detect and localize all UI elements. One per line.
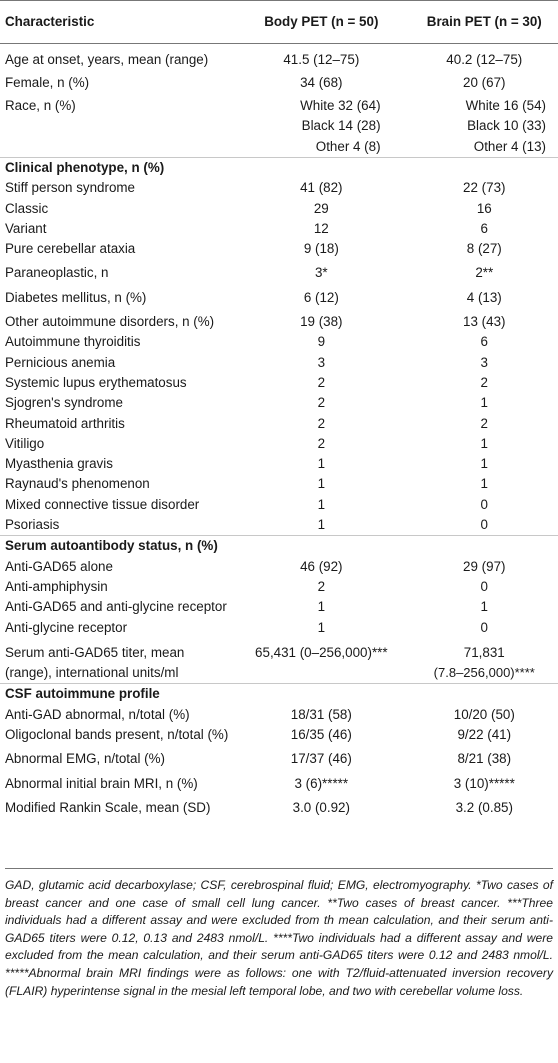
row-label: Autoimmune thyroiditis bbox=[5, 334, 141, 350]
body-pet-value: 65,431 (0–256,000)*** bbox=[255, 644, 388, 660]
table-row bbox=[0, 495, 558, 515]
body-pet-value: 3* bbox=[314, 265, 328, 281]
row-label: Vitiligo bbox=[5, 435, 45, 451]
body-pet-value: 12 bbox=[313, 220, 329, 236]
brain-pet-value: 6 bbox=[480, 334, 488, 350]
body-pet-value: 46 (92) bbox=[300, 558, 343, 574]
brain-pet-value: Black 10 (33) bbox=[467, 118, 546, 134]
table-row bbox=[0, 199, 558, 219]
table-row bbox=[0, 577, 558, 597]
row-label: Modified Rankin Scale, mean (SD) bbox=[5, 799, 211, 815]
body-pet-value: 1 bbox=[317, 599, 326, 615]
body-pet-value: 2 bbox=[317, 395, 326, 411]
table-header-row bbox=[0, 1, 558, 44]
brain-pet-value: 0 bbox=[480, 517, 488, 533]
row-label: Age at onset, years, mean (range) bbox=[5, 51, 209, 67]
row-label: Anti-GAD abnormal, n/total (%) bbox=[5, 706, 190, 722]
table-row bbox=[0, 663, 558, 684]
brain-pet-value: 0 bbox=[480, 619, 488, 635]
table-row bbox=[0, 137, 558, 158]
section-heading: Clinical phenotype, n (%) bbox=[0, 157, 558, 178]
row-label: Rheumatoid arthritis bbox=[5, 415, 125, 431]
row-label: Systemic lupus erythematosus bbox=[5, 374, 187, 390]
row-label: Pernicious anemia bbox=[5, 354, 116, 370]
brain-pet-value: 1 bbox=[480, 476, 488, 492]
brain-pet-value: 2 bbox=[480, 415, 488, 431]
brain-pet-value: 2 bbox=[480, 374, 488, 390]
table-row bbox=[0, 373, 558, 393]
brain-pet-value: 40.2 (12–75) bbox=[446, 51, 523, 67]
row-label: Myasthenia gravis bbox=[5, 456, 113, 472]
row-label: Variant bbox=[5, 220, 47, 236]
body-pet-value: Other 4 (8) bbox=[315, 138, 381, 154]
body-pet-value: 18/31 (58) bbox=[290, 706, 352, 722]
brain-pet-value: 1 bbox=[480, 599, 488, 615]
row-label: Diabetes mellitus, n (%) bbox=[5, 289, 147, 305]
body-pet-value: White 32 (64) bbox=[300, 98, 381, 114]
body-pet-value: 1 bbox=[317, 476, 326, 492]
brain-pet-value: 0 bbox=[480, 578, 488, 594]
table-row bbox=[0, 178, 558, 198]
row-label: Raynaud's phenomenon bbox=[5, 476, 150, 492]
body-pet-value: 34 (68) bbox=[300, 74, 343, 90]
table-footnote: GAD, glutamic acid decarboxylase; CSF, cerebrospinal fluid; EMG, electromyography. *Two cases of breast cancer and one case of small cell lung cancer. **Two cases of breast cancer. ***Three individuals had a different assay and were excluded from th mean calculation, and their serum anti-GAD65 titers were 0.12, 0.13 and 2483 nmol/L. ****Two individuals had a different assay and were excluded from the mean calculation, and their serum anti-GAD65 titers were 0.12 and 2483 nmol/L. *****Abnormal brain MRI findings were as follows: one with T2/fluid-attenuated inversion recovery (FLAIR) hyperintense signal in the mesial left temporal lobe, and two with cerebellar volume loss. bbox=[5, 868, 553, 1000]
brain-pet-value: 20 (67) bbox=[463, 74, 506, 90]
body-pet-value: 1 bbox=[317, 496, 326, 512]
brain-pet-value: 8 (27) bbox=[466, 241, 502, 257]
brain-pet-value: 1 bbox=[480, 456, 488, 472]
body-pet-value: 6 (12) bbox=[303, 289, 339, 305]
row-label: Pure cerebellar ataxia bbox=[5, 241, 136, 257]
row-label: Abnormal initial brain MRI, n (%) bbox=[5, 775, 198, 791]
row-label: Female, n (%) bbox=[5, 74, 90, 90]
table-row bbox=[0, 219, 558, 239]
table-row bbox=[0, 73, 558, 93]
row-label: Anti-GAD65 and anti-glycine receptor bbox=[5, 599, 227, 615]
row-label: Paraneoplastic, n bbox=[5, 265, 109, 281]
table-row bbox=[0, 414, 558, 434]
body-pet-value: 9 bbox=[317, 334, 326, 350]
row-label: Anti-amphiphysin bbox=[5, 578, 108, 594]
body-pet-value: 41 (82) bbox=[300, 180, 343, 196]
table-row bbox=[0, 557, 558, 577]
row-label: Psoriasis bbox=[5, 517, 60, 533]
table-row bbox=[0, 434, 558, 454]
table-row bbox=[0, 312, 558, 332]
table-row bbox=[0, 774, 558, 794]
body-pet-value: 19 (38) bbox=[300, 314, 343, 330]
table-row bbox=[0, 454, 558, 474]
section-heading-row bbox=[0, 157, 558, 178]
section-heading-row bbox=[0, 684, 558, 705]
row-label: Other autoimmune disorders, n (%) bbox=[5, 314, 215, 330]
table-row bbox=[0, 50, 558, 70]
row-label: Oligoclonal bands present, n/total (%) bbox=[5, 727, 229, 742]
brain-pet-value: 0 bbox=[480, 496, 488, 512]
brain-pet-value: 1 bbox=[480, 395, 488, 411]
row-label: Race, n (%) bbox=[5, 98, 76, 114]
row-label: Stiff person syndrome bbox=[5, 180, 136, 196]
row-label: Anti-GAD65 alone bbox=[5, 558, 113, 574]
row-label: Mixed connective tissue disorder bbox=[5, 496, 200, 512]
table-row bbox=[0, 474, 558, 494]
table-row bbox=[0, 288, 558, 308]
brain-pet-value: 13 (43) bbox=[463, 314, 506, 330]
table-row bbox=[0, 239, 558, 259]
table-row bbox=[0, 515, 558, 536]
body-pet-value: 17/37 (46) bbox=[290, 751, 352, 767]
body-pet-value: Black 14 (28) bbox=[301, 118, 381, 134]
brain-pet-value: 6 bbox=[480, 220, 488, 236]
body-pet-value: 1 bbox=[317, 517, 326, 533]
brain-pet-value: 3 bbox=[480, 354, 488, 370]
header-brain-pet: Brain PET (n = 30) bbox=[411, 1, 558, 44]
row-label: Abnormal EMG, n/total (%) bbox=[5, 751, 165, 767]
table-row bbox=[0, 353, 558, 373]
table-row bbox=[0, 749, 558, 769]
brain-pet-value: 2** bbox=[475, 265, 494, 281]
body-pet-value: 2 bbox=[317, 415, 326, 431]
brain-pet-value: 16 bbox=[476, 200, 492, 216]
brain-pet-value: 71,831 bbox=[463, 644, 505, 660]
table-row bbox=[0, 618, 558, 638]
row-label: (range), international units/ml bbox=[5, 665, 179, 681]
header-characteristic: Characteristic bbox=[0, 1, 232, 44]
table-row bbox=[0, 597, 558, 617]
brain-pet-value: 9/22 (41) bbox=[457, 727, 512, 742]
brain-pet-value: 22 (73) bbox=[463, 180, 506, 196]
body-pet-value: 2 bbox=[317, 435, 326, 451]
body-pet-value: 3 (6)***** bbox=[294, 775, 349, 791]
brain-pet-value: 1 bbox=[480, 435, 488, 451]
body-pet-value: 1 bbox=[317, 619, 326, 635]
brain-pet-value: 29 (97) bbox=[463, 558, 506, 574]
table-row bbox=[0, 96, 558, 116]
body-pet-value: 16/35 (46) bbox=[290, 727, 352, 742]
body-pet-value: 2 bbox=[317, 578, 326, 594]
section-heading: CSF autoimmune profile bbox=[0, 684, 558, 705]
header-body-pet: Body PET (n = 50) bbox=[232, 1, 410, 44]
row-label: Anti-glycine receptor bbox=[5, 619, 128, 635]
table-row bbox=[0, 643, 558, 663]
table-row bbox=[0, 705, 558, 725]
section-heading-row bbox=[0, 536, 558, 557]
body-pet-value: 1 bbox=[317, 456, 326, 472]
brain-pet-value: (7.8–256,000)**** bbox=[433, 665, 535, 681]
row-label: Serum anti-GAD65 titer, mean bbox=[5, 644, 185, 660]
table-row bbox=[0, 798, 558, 818]
brain-pet-value: 10/20 (50) bbox=[453, 706, 515, 722]
brain-pet-value: White 16 (54) bbox=[465, 98, 546, 114]
body-pet-value: 2 bbox=[317, 374, 326, 390]
body-pet-value: 3 bbox=[317, 354, 326, 370]
brain-pet-value: Other 4 (13) bbox=[473, 138, 546, 154]
brain-pet-value: 8/21 (38) bbox=[457, 751, 512, 767]
section-heading: Serum autoantibody status, n (%) bbox=[0, 536, 558, 557]
brain-pet-value: 4 (13) bbox=[466, 289, 502, 305]
row-label: Sjogren's syndrome bbox=[5, 395, 123, 411]
table-row bbox=[0, 725, 558, 745]
brain-pet-value: 3.2 (0.85) bbox=[455, 799, 513, 815]
row-label: Classic bbox=[5, 200, 49, 216]
table-row bbox=[0, 332, 558, 352]
table-row bbox=[0, 393, 558, 413]
body-pet-value: 9 (18) bbox=[303, 241, 339, 257]
table-row bbox=[0, 116, 558, 136]
body-pet-value: 3.0 (0.92) bbox=[292, 799, 350, 815]
body-pet-value: 29 bbox=[313, 200, 329, 216]
brain-pet-value: 3 (10)***** bbox=[453, 775, 515, 791]
table-row bbox=[0, 263, 558, 283]
body-pet-value: 41.5 (12–75) bbox=[283, 51, 360, 67]
